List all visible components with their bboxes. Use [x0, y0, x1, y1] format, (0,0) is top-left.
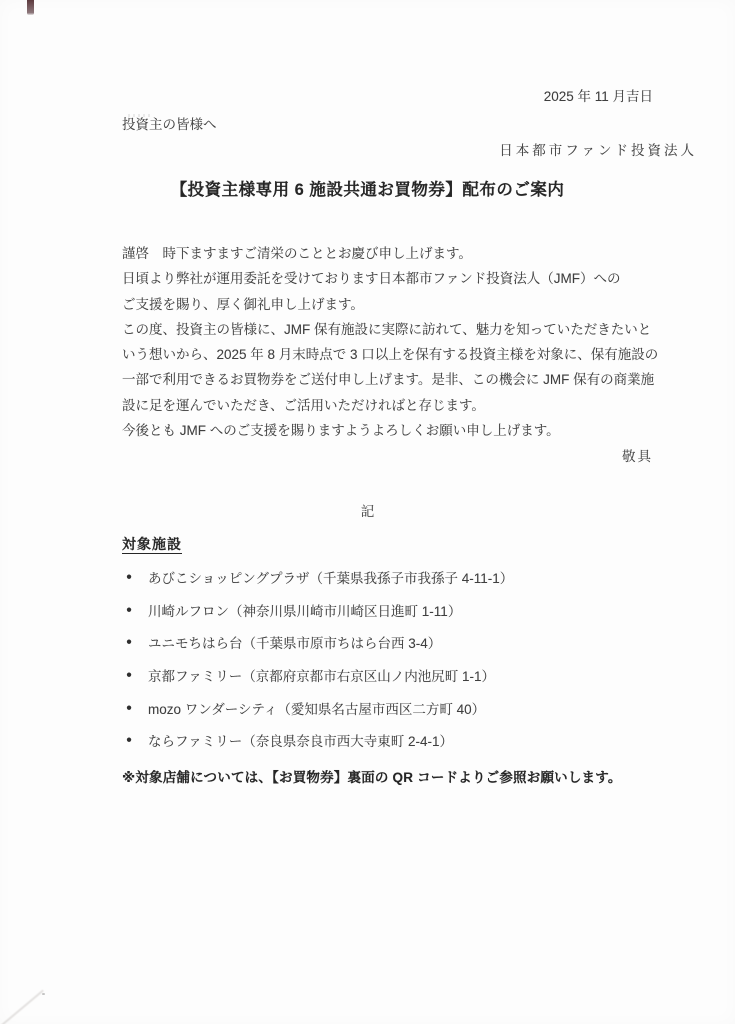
closing-keigu: 敬具	[622, 449, 653, 464]
body-line: 一部で利用できるお買物券をご送付申し上げます。是非、この機会に JMF 保有の商業施	[122, 372, 655, 388]
facility-text: ユニモちはら台（千葉県市原市ちはら台西 3-4）	[148, 636, 442, 652]
body-line: 謹啓 時下ますますご清栄のこととお慶び申し上げます。	[122, 246, 472, 261]
letter-title: 【投資主様専用 6 施設共通お買物券】配布のご案内	[170, 181, 565, 199]
letter-date: 2025 年 11 月吉日	[543, 89, 653, 104]
body-line: 今後とも JMF へのご支援を賜りますようよろしくお願い申し上げます。	[122, 423, 560, 439]
bullet-icon: ●	[126, 734, 133, 746]
body-line: いう想いから、2025 年 8 月末時点で 3 口以上を保有する投資主様を対象に、保有施設の	[122, 347, 659, 363]
body-line: 日頃より弊社が運用委託を受けております日本都市ファンド投資法人（JMF）への	[122, 271, 621, 287]
facility-text: ならファミリー（奈良県奈良市西大寺東町 2-4-1）	[148, 734, 454, 750]
bullet-icon: ●	[126, 669, 133, 681]
facility-list-item	[126, 724, 513, 757]
facility-list-item	[126, 626, 513, 659]
facility-text: あびこショッピングプラザ（千葉県我孫子市我孫子 4-11-1）	[148, 571, 514, 587]
footnote: ※対象店舗については、【お買物券】裏面の QR コードよりご参照お願いします。	[122, 770, 622, 785]
letter-addressee: 投資主の皆様へ	[122, 117, 217, 132]
body-line: ご支援を賜り、厚く御礼申し上げます。	[122, 296, 364, 312]
facility-text: mozo ワンダーシティ（愛知県名古屋市西区二方町 40）	[148, 701, 486, 717]
bullet-icon: ●	[126, 571, 133, 583]
scan-artifact-crease	[0, 990, 44, 1024]
facility-text: 川崎ルフロン（神奈川県川崎市川崎区日進町 1-11）	[148, 603, 462, 619]
bullet-icon: ●	[126, 604, 133, 616]
bullet-icon: ●	[126, 636, 133, 648]
facility-list	[126, 561, 513, 757]
bullet-icon: ●	[126, 702, 133, 714]
record-mark: 記	[360, 504, 375, 519]
scan-artifact-corner-mark	[27, 0, 34, 15]
facility-text: 京都ファミリー（京都府京都市右京区山ノ内池尻町 1-1）	[148, 669, 496, 685]
facility-list-item	[126, 691, 513, 724]
section-heading-target-facilities: 対象施設	[122, 536, 182, 552]
scan-artifact-speck	[42, 993, 45, 995]
body-line: この度、投資主の皆様に、JMF 保有施設に実際に訪れて、魅力を知っていただきたいと	[122, 321, 652, 337]
letter-sender: 日本都市ファンド投資法人	[499, 143, 697, 158]
facility-list-item	[126, 659, 513, 692]
facility-list-item	[126, 594, 513, 627]
body-line: 設に足を運んでいただき、ご活用いただければと存じます。	[122, 397, 485, 413]
facility-list-item	[126, 561, 513, 594]
letter-body	[122, 245, 659, 447]
